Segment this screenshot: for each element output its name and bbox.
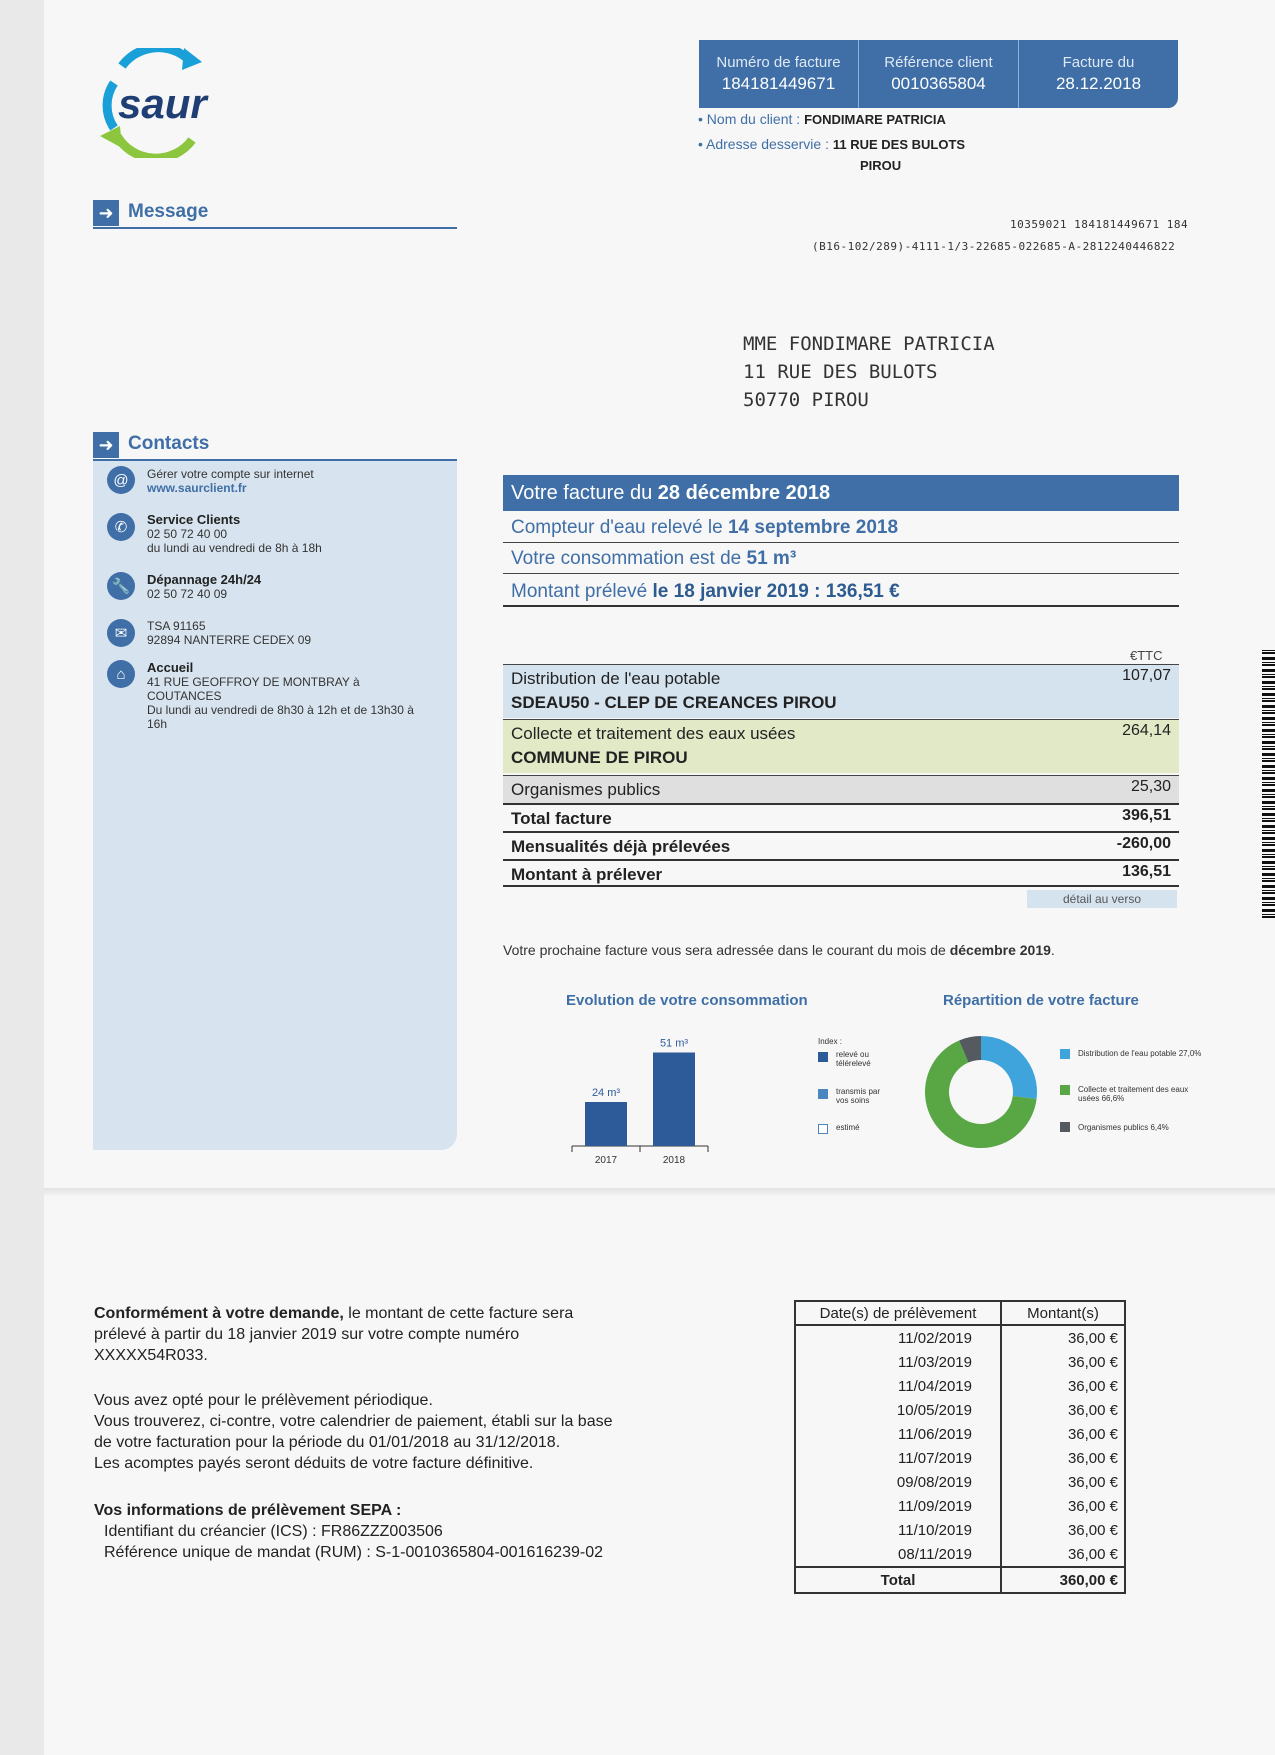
next-invoice-prefix: Votre prochaine facture vous sera adressée dans le courant du mois de: [503, 942, 950, 958]
sepa-rum: Référence unique de mandat (RUM) : S-1-0010365804-001616239-02: [104, 1544, 603, 1561]
pie-slice-1: [981, 1036, 1037, 1099]
summary-title-date: 28 décembre 2018: [657, 482, 831, 504]
barcode-bar: [1262, 662, 1275, 663]
schedule-amount: 36,00 €: [1001, 1350, 1125, 1374]
invoice-date: 28.12.2018: [1055, 74, 1142, 93]
schedule-amount: 36,00 €: [1001, 1470, 1125, 1494]
barcode-bar: [1262, 808, 1275, 810]
bar-tick-label: 2017: [594, 1155, 618, 1166]
table-row: [795, 1518, 1125, 1542]
schedule-amount: 36,00 €: [1001, 1494, 1125, 1518]
client-address-line2: PIROU: [860, 158, 902, 173]
barcode-bar: [1262, 866, 1275, 867]
barcode-bar: [1262, 897, 1275, 900]
client-ref: 0010365804: [891, 74, 986, 93]
detail-row-distribution: [503, 664, 1179, 718]
summary-amount-value: le 18 janvier 2019 : 136,51 €: [652, 581, 900, 602]
summary-title: [503, 475, 1179, 511]
barcode-bar: [1262, 700, 1275, 702]
client-address-line1: 11 RUE DES BULOTS: [832, 137, 966, 152]
schedule-date: 08/11/2019: [795, 1542, 1001, 1567]
barcode-bar: [1262, 861, 1275, 864]
bar-legend-title: Index :: [818, 1037, 843, 1046]
schedule-total-row: [795, 1567, 1125, 1593]
schedule-date: 11/02/2019: [795, 1325, 1001, 1350]
client-ref-label: Référence client: [884, 54, 993, 71]
summary-amount-prefix: Montant prélevé: [511, 581, 653, 602]
home-icon: ⌂: [107, 660, 135, 688]
contact-depannage-title: Dépannage 24h/24: [147, 572, 262, 587]
schedule-amount: 36,00 €: [1001, 1398, 1125, 1422]
client-address-line2-wrap: [860, 157, 901, 173]
contact-accueil-line3: Du lundi au vendredi de 8h30 à 12h et de 13h30 à: [147, 703, 414, 717]
contact-postal-line1: TSA 91165: [147, 619, 206, 633]
detail-row-due: [503, 859, 1179, 887]
barcode-bar: [1262, 844, 1275, 846]
pie-legend-organismes: Organismes publics 6,4%: [1078, 1123, 1169, 1132]
pie-legend-swatch-organismes: [1060, 1122, 1070, 1132]
schedule-amount: 36,00 €: [1001, 1374, 1125, 1398]
payment-schedule-table: [794, 1300, 1126, 1594]
contact-service-hours: du lundi au vendredi de 8h à 18h: [147, 541, 322, 555]
contacts-divider: [93, 459, 457, 461]
barcode-bar: [1262, 916, 1275, 918]
summary-consumption-value: 51 m³: [746, 548, 797, 569]
schedule-date: 09/08/2019: [795, 1470, 1001, 1494]
client-ref-cell: [859, 40, 1019, 108]
bar-data-label: 24 m³: [591, 1087, 621, 1099]
barcode-bar: [1262, 729, 1275, 732]
schedule-col-date: Date(s) de prélèvement: [795, 1301, 1001, 1325]
payment-p2-line3: de votre facturation pour la période du 01/01/2018 au 31/12/2018.: [94, 1434, 561, 1451]
schedule-date: 11/10/2019: [795, 1518, 1001, 1542]
table-row: [795, 1350, 1125, 1374]
pie-legend-swatch-collecte: [1060, 1085, 1070, 1095]
detail-total-label: Total facture: [511, 809, 612, 828]
barcode-bar: [1262, 741, 1275, 744]
barcode-bar: [1262, 712, 1275, 714]
barcode-bar: [1262, 904, 1275, 906]
sepa-ics: Identifiant du créancier (ICS) : FR86ZZZ003506: [104, 1523, 443, 1540]
barcode-bar: [1262, 722, 1275, 723]
payment-p1-rest: le montant de cette facture sera: [343, 1305, 574, 1322]
barcode-bar: [1262, 758, 1275, 759]
schedule-amount: 36,00 €: [1001, 1422, 1125, 1446]
schedule-date: 10/05/2019: [795, 1398, 1001, 1422]
invoice-number-cell: [699, 40, 859, 108]
summary-consumption-prefix: Votre consommation est de: [511, 548, 747, 569]
saur-logo: [92, 48, 252, 158]
schedule-amount: 36,00 €: [1001, 1325, 1125, 1350]
barcode-bar: [1262, 650, 1275, 651]
barcode-bar: [1262, 705, 1275, 708]
table-row: [795, 1542, 1125, 1567]
summary-meter-date: 14 septembre 2018: [727, 517, 899, 538]
detail-paid-label: Mensualités déjà prélevées: [511, 837, 731, 856]
invoice-header: [699, 40, 1178, 108]
scan-code-2: (B16-102/289)-4111-1/3-22685-022685-A-2812240446822: [812, 240, 1176, 253]
logo-text: saur: [118, 80, 207, 127]
schedule-amount: 36,00 €: [1001, 1518, 1125, 1542]
table-row: [795, 1398, 1125, 1422]
barcode-bar: [1262, 717, 1275, 720]
barcode-bar: [1262, 868, 1275, 870]
pie-legend-swatch-distribution: [1060, 1049, 1070, 1059]
schedule-amount: 36,00 €: [1001, 1446, 1125, 1470]
barcode-bar: [1262, 753, 1275, 756]
barcode-bar: [1262, 832, 1275, 834]
detail-organismes-value: 25,30: [1130, 778, 1171, 795]
legend-releve-label: relevé ou télérelevé: [836, 1050, 871, 1068]
repartition-chart-title: Répartition de votre facture: [943, 992, 1139, 1009]
barcode-bar: [1262, 789, 1275, 792]
detail-collecte-label: Collecte et traitement des eaux usées: [511, 724, 796, 743]
barcode-bar: [1262, 777, 1275, 780]
consumption-chart-title: Evolution de votre consommation: [566, 992, 808, 1009]
detail-collecte-sub: COMMUNE DE PIROU: [511, 748, 688, 767]
client-name-label: • Nom du client :: [698, 111, 801, 127]
client-name: FONDIMARE PATRICIA: [804, 112, 946, 127]
contacts-title: Contacts: [128, 433, 210, 454]
payment-p1-line2: prélevé à partir du 18 janvier 2019 sur votre compte numéro: [94, 1326, 520, 1343]
detail-row-total: [503, 803, 1179, 831]
barcode-bar: [1262, 825, 1275, 828]
barcode-bar: [1262, 806, 1275, 807]
detail-distribution-sub: SDEAU50 - CLEP DE CREANCES PIROU: [511, 693, 837, 712]
summary-amount-row: [503, 577, 1179, 607]
barcode-bar: [1262, 892, 1275, 894]
client-address-label: • Adresse desservie :: [698, 136, 829, 152]
barcode-bar: [1262, 854, 1275, 855]
next-invoice-note: [503, 942, 1055, 958]
barcode-bar: [1262, 760, 1275, 762]
pie-legend-distribution: Distribution de l'eau potable 27,0%: [1078, 1049, 1202, 1058]
barcode-bar: [1262, 676, 1275, 678]
contact-accueil: [147, 661, 447, 731]
barcode-bar: [1262, 909, 1275, 912]
barcode-bar: [1262, 784, 1275, 786]
payment-p2-line1: Vous avez opté pour le prélèvement périodique.: [94, 1392, 433, 1409]
barcode-bar: [1262, 710, 1275, 711]
barcode-bar: [1262, 746, 1275, 747]
contact-postal-line2: 92894 NANTERRE CEDEX 09: [147, 633, 312, 647]
phone-icon: ✆: [107, 513, 135, 541]
detail-due-value: 136,51: [1122, 863, 1171, 880]
client-name-line: [698, 111, 946, 127]
payment-p1-line3: XXXXX54R033.: [94, 1347, 208, 1364]
invoice-date-label: Facture du: [1062, 54, 1135, 71]
contact-accueil-title: Accueil: [147, 660, 194, 675]
barcode-bar: [1262, 681, 1275, 684]
barcode-bar: [1262, 657, 1275, 660]
schedule-date: 11/07/2019: [795, 1446, 1001, 1470]
detail-distribution-label: Distribution de l'eau potable: [511, 669, 721, 688]
invoice-number-label: Numéro de facture: [716, 54, 841, 71]
barcode-strip: [1262, 650, 1275, 920]
barcode-bar: [1262, 724, 1275, 726]
detail-due-label: Montant à prélever: [511, 865, 663, 884]
contact-depannage-phone: 02 50 72 40 09: [147, 587, 228, 601]
consumption-bar-chart: [560, 1020, 720, 1172]
contacts-panel: [93, 460, 457, 1150]
wrench-icon: 🔧: [107, 572, 135, 600]
payment-p2-line4: Les acomptes payés seront déduits de votre facture définitive.: [94, 1455, 534, 1472]
schedule-col-amount: Montant(s): [1001, 1301, 1125, 1325]
contact-accueil-line1: 41 RUE GEOFFROY DE MONTBRAY à: [147, 675, 360, 689]
page-fold: [44, 1188, 1275, 1196]
schedule-header-row: [795, 1301, 1125, 1325]
barcode-bar: [1262, 820, 1275, 822]
summary-consumption-row: [503, 544, 1179, 574]
client-address-line: [698, 136, 965, 152]
message-divider: [93, 227, 457, 229]
barcode-bar: [1262, 914, 1275, 915]
barcode-bar: [1262, 748, 1275, 750]
message-arrow-icon: ➜: [93, 200, 119, 226]
schedule-date: 11/09/2019: [795, 1494, 1001, 1518]
detail-total-value: 396,51: [1122, 807, 1171, 824]
contact-web: [147, 467, 447, 495]
barcode-bar: [1262, 890, 1275, 891]
barcode-bar: [1262, 880, 1275, 882]
sepa-title: Vos informations de prélèvement SEPA :: [94, 1502, 402, 1519]
schedule-date: 11/03/2019: [795, 1350, 1001, 1374]
barcode-bar: [1262, 885, 1275, 888]
detail-paid-value: -260,00: [1116, 835, 1171, 852]
barcode-bar: [1262, 796, 1275, 798]
legend-estime-swatch: [818, 1124, 828, 1134]
barcode-bar: [1262, 902, 1275, 903]
schedule-total-value: 360,00 €: [1001, 1567, 1125, 1593]
detail-row-paid: [503, 831, 1179, 859]
detail-row-organismes: [503, 775, 1179, 803]
bar-tick-label: 2018: [662, 1155, 686, 1166]
contacts-arrow-icon: ➜: [93, 432, 119, 458]
table-row: [795, 1494, 1125, 1518]
barcode-bar: [1262, 669, 1275, 672]
detail-verso-link[interactable]: détail au verso: [1027, 890, 1177, 908]
barcode-bar: [1262, 782, 1275, 783]
payment-p1-bold: Conformément à votre demande,: [94, 1305, 344, 1322]
summary-meter-prefix: Compteur d'eau relevé le: [511, 517, 728, 538]
schedule-amount: 36,00 €: [1001, 1542, 1125, 1567]
barcode-bar: [1262, 693, 1275, 696]
invoice-number: 184181449671: [721, 74, 836, 93]
contact-service-clients: [147, 513, 447, 555]
mailing-address-line1: MME FONDIMARE PATRICIA: [743, 333, 995, 355]
mailing-address: [743, 330, 995, 414]
detail-row-collecte: [503, 719, 1179, 773]
sepa-info: [94, 1500, 603, 1563]
contact-service-phone: 02 50 72 40 00: [147, 527, 228, 541]
contact-postal: [147, 619, 447, 647]
barcode-bar: [1262, 830, 1275, 831]
table-row: [795, 1446, 1125, 1470]
barcode-bar: [1262, 813, 1275, 816]
barcode-bar: [1262, 772, 1275, 774]
barcode-bar: [1262, 837, 1275, 840]
barcode-bar: [1262, 734, 1275, 735]
contact-web-text: Gérer votre compte sur internet: [147, 467, 314, 481]
table-row: [795, 1470, 1125, 1494]
bar-data-label: 51 m³: [659, 1037, 689, 1050]
bar-2018: [653, 1053, 695, 1147]
schedule-date: 11/04/2019: [795, 1374, 1001, 1398]
message-title: Message: [128, 201, 209, 222]
invoice-date-cell: [1019, 40, 1178, 108]
barcode-bar: [1262, 794, 1275, 795]
barcode-bar: [1262, 801, 1275, 804]
table-row: [795, 1422, 1125, 1446]
barcode-bar: [1262, 765, 1275, 768]
table-row: [795, 1374, 1125, 1398]
payment-p2-line2: Vous trouverez, ci-contre, votre calendrier de paiement, établi sur la base: [94, 1413, 613, 1430]
payment-paragraph-2: [94, 1390, 613, 1474]
contact-accueil-line4: 16h: [147, 717, 168, 731]
next-invoice-month: décembre 2019: [949, 942, 1051, 958]
barcode-bar: [1262, 688, 1275, 690]
barcode-bar: [1262, 873, 1275, 876]
pie-legend-collecte: Collecte et traitement des eaux usées 66,6%: [1078, 1085, 1189, 1103]
detail-organismes-label: Organismes publics: [511, 780, 661, 799]
mailing-address-line3: 50770 PIROU: [743, 389, 869, 411]
legend-estime-label: estimé: [836, 1123, 860, 1132]
contact-depannage: [147, 573, 447, 601]
contact-accueil-line2: COUTANCES: [147, 689, 222, 703]
mail-icon: ✉: [107, 619, 135, 647]
mailing-address-line2: 11 RUE DES BULOTS: [743, 361, 938, 383]
contact-web-link[interactable]: www.saurclient.fr: [147, 481, 247, 495]
barcode-bar: [1262, 818, 1275, 819]
next-invoice-suffix: .: [1050, 942, 1055, 958]
barcode-bar: [1262, 736, 1275, 738]
barcode-bar: [1262, 878, 1275, 879]
bar-2017: [585, 1102, 627, 1146]
barcode-bar: [1262, 686, 1275, 687]
detail-distribution-value: 107,07: [1122, 667, 1171, 684]
legend-transmis-label: transmis par vos soins: [836, 1087, 881, 1105]
summary-meter-row: [503, 513, 1179, 543]
barcode-bar: [1262, 849, 1275, 852]
barcode-bar: [1262, 664, 1275, 666]
scan-code-1: 10359021 184181449671 184: [1010, 218, 1189, 231]
detail-collecte-value: 264,14: [1122, 722, 1171, 739]
barcode-bar: [1262, 842, 1275, 843]
legend-transmis-swatch: [818, 1089, 828, 1099]
schedule-date: 11/06/2019: [795, 1422, 1001, 1446]
barcode-bar: [1262, 674, 1275, 675]
payment-paragraph-1: [94, 1303, 573, 1366]
repartition-donut-chart: [923, 1034, 1039, 1150]
ttc-label: €TTC: [1130, 648, 1163, 663]
at-icon: @: [107, 466, 135, 494]
barcode-bar: [1262, 856, 1275, 858]
legend-releve-swatch: [818, 1052, 828, 1062]
schedule-total-label: Total: [795, 1567, 1001, 1593]
barcode-bar: [1262, 770, 1275, 771]
contact-service-title: Service Clients: [147, 512, 241, 527]
summary-title-prefix: Votre facture du: [511, 482, 658, 504]
barcode-bar: [1262, 698, 1275, 699]
barcode-bar: [1262, 652, 1275, 654]
table-row: [795, 1325, 1125, 1350]
